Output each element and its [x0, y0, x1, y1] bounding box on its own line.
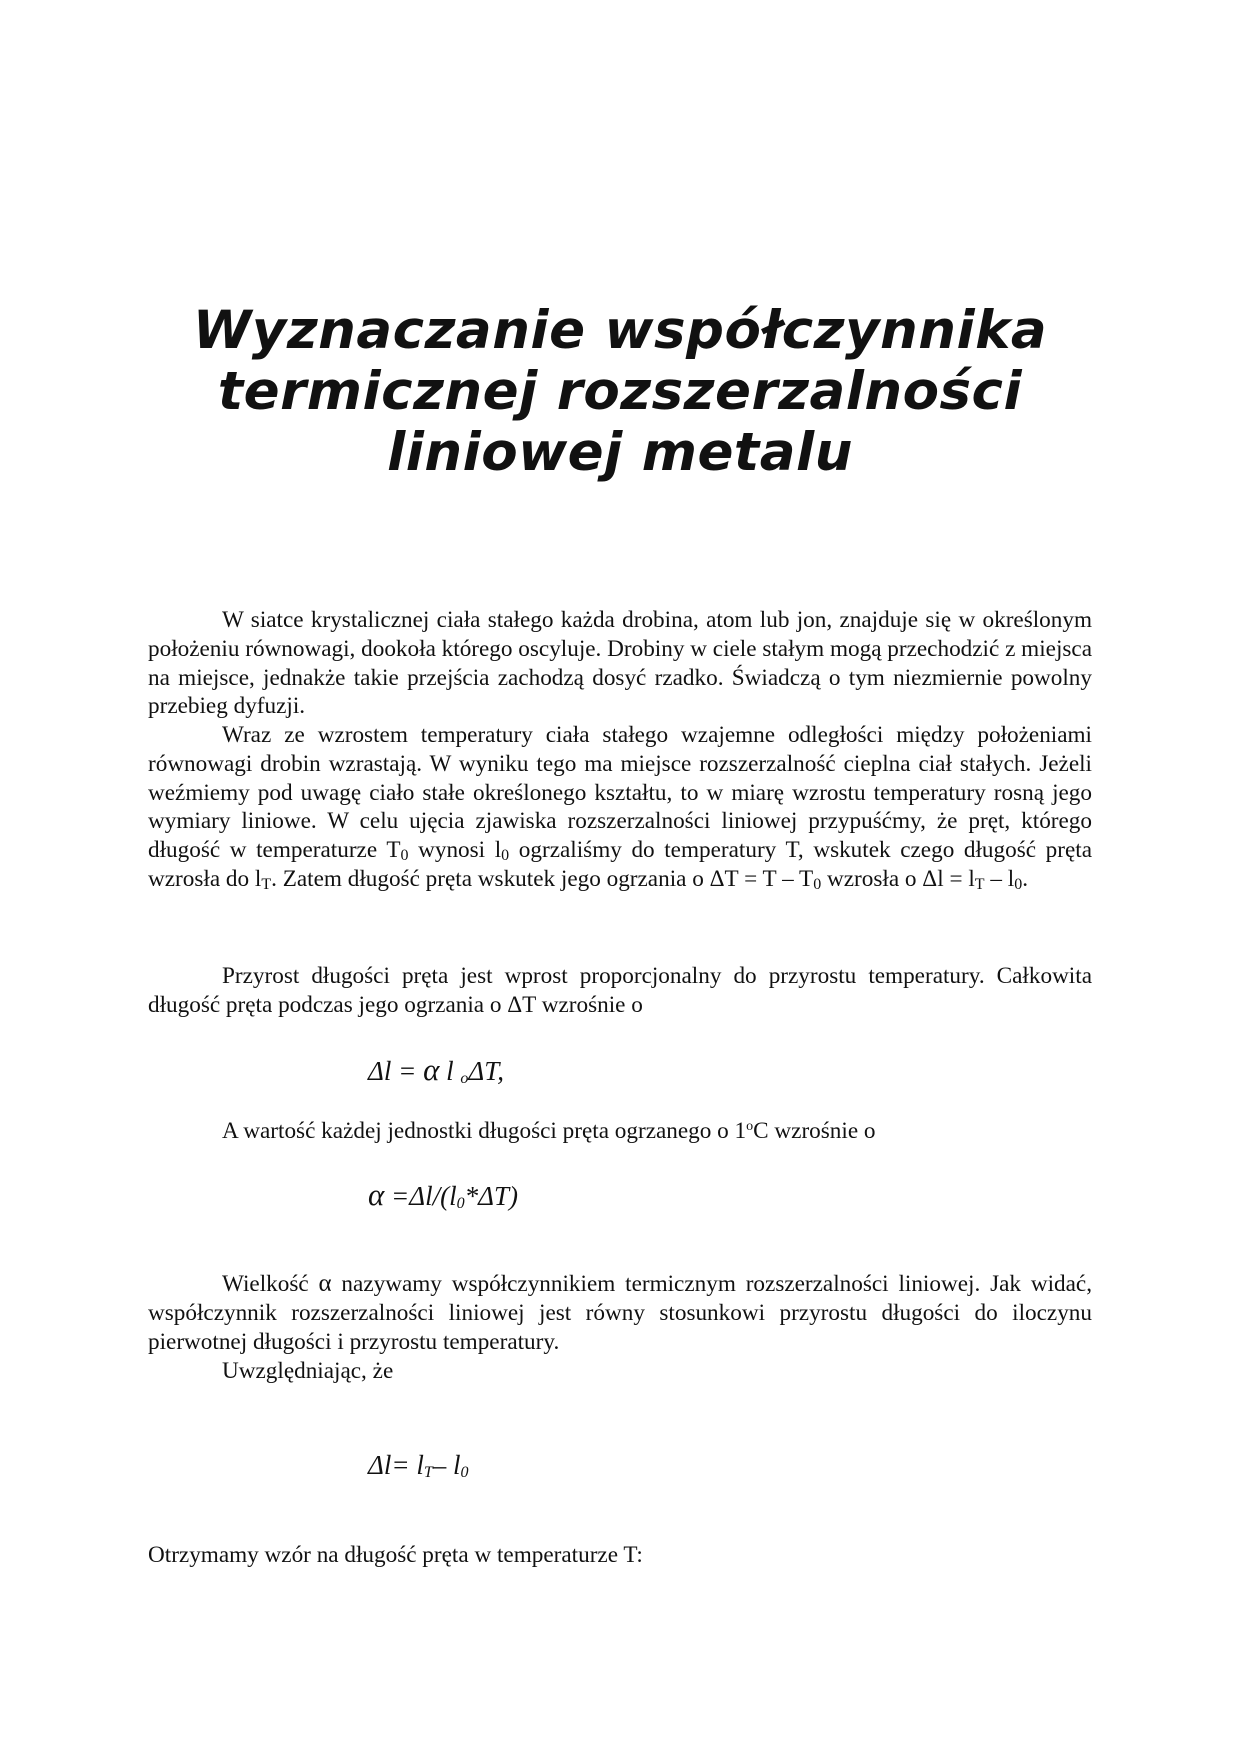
paragraph-considering: Uwzględniając, że	[222, 1358, 394, 1384]
p5-text-b: nazywamy współczynnikiem termicznym rozszerzalności liniowej. Jak widać, współczynnik rozszerzalności liniowej jest równy stosunkowi przyrostu długości do iloczynu pierwotnej długości i przyrostu temperatury.	[148, 1271, 1093, 1355]
title-line-2: termicznej rozszerzalności	[217, 361, 1023, 422]
p2-text-c: ogrzaliśmy do temperatury T, wskutek czego długość pręta wzrosła do l	[148, 837, 1092, 892]
p5-text-a: Wielkość	[222, 1271, 319, 1297]
paragraph-length-increase: Przyrost długości pręta jest wprost proporcjonalny do przyrostu temperatury. Całkowita długość pręta podczas jego ogrzania o ΔT wzrośnie o	[148, 963, 1092, 1018]
f1-part-b: l	[439, 1056, 461, 1086]
f3-part-a: Δl= l	[368, 1450, 424, 1480]
f1-subscript: o	[460, 1070, 469, 1087]
paragraph-thermal-expansion	[148, 721, 1092, 894]
p2-sub-6: 0	[1014, 875, 1023, 893]
formula-alpha	[368, 1177, 518, 1213]
paragraph-crystal-lattice: W siatce krystalicznej ciała stałego każda drobina, atom lub jon, znajduje się w określonym położeniu równowagi, dookoła którego oscyluje. Drobiny w ciele stałym mogą przechodzić z miejsca na miejsce, jednakże takie przejścia zachodzą dosyć rzadko. Świadczą o tym niezmiernie powolny przebieg dyfuzji.	[148, 607, 1092, 720]
f3-subscript-0: 0	[460, 1464, 469, 1481]
f2-part-a: =Δl/(l	[384, 1181, 457, 1211]
p2-text-f: – l	[984, 865, 1015, 892]
paragraph-formula-intro: Otrzymamy wzór na długość pręta w temperaturze T:	[148, 1542, 643, 1568]
alpha-symbol: α	[423, 1052, 440, 1087]
f2-subscript: 0	[456, 1195, 465, 1212]
p2-sub-4: 0	[813, 875, 822, 893]
p2-sub-1: 0	[400, 847, 409, 865]
p2-text-e: wzrosła o Δl = l	[821, 865, 975, 892]
p4-text-b: C wzrośnie o	[753, 1118, 876, 1144]
title-line-1: Wyznaczanie współczynnika	[192, 300, 1048, 361]
p2-text-d: . Zatem długość pręta wskutek jego ogrzania o ΔT = T – T	[271, 865, 814, 892]
title-line-3: liniowej metalu	[387, 422, 853, 483]
alpha-symbol: α	[318, 1270, 332, 1297]
p2-sub-2: 0	[501, 847, 510, 865]
p2-sub-3: T	[261, 875, 272, 893]
f3-part-b: – l	[432, 1450, 461, 1480]
p2-text-g: .	[1022, 865, 1028, 892]
degree-superscript: o	[746, 1119, 754, 1134]
alpha-symbol: α	[368, 1177, 385, 1212]
p2-text-a: Wraz ze wzrostem temperatury ciała stałego wzajemne odległości między położeniami równowagi drobin wzrastają. W wyniku tego ma miejsce rozszerzalność cieplna ciał stałych. Jeżeli weźmiemy pod uwagę ciało stałe określonego kształtu, to w miarę wzrostu temperatury rosną jego wymiary liniowe. W celu ujęcia zjawiska rozszerzalności liniowej przypuśćmy, że pręt, którego długość w temperaturze T	[148, 722, 1092, 864]
f1-part-a: Δl =	[368, 1056, 424, 1086]
p2-sub-5: T	[974, 875, 985, 893]
p4-text-a: A wartość każdej jednostki długości pręta ogrzanego o 1	[222, 1118, 747, 1144]
p2-text-b: wynosi l	[408, 837, 502, 864]
formula-delta-l-difference	[368, 1450, 469, 1481]
formula-delta-l	[368, 1052, 504, 1088]
paragraph-alpha-definition	[148, 1270, 1092, 1356]
paragraph-unit-length	[222, 1117, 1092, 1146]
f2-part-b: *ΔT)	[464, 1181, 518, 1211]
f1-part-c: ΔT,	[468, 1056, 504, 1086]
document-title	[120, 300, 1120, 483]
f3-subscript-t: T	[423, 1464, 433, 1481]
